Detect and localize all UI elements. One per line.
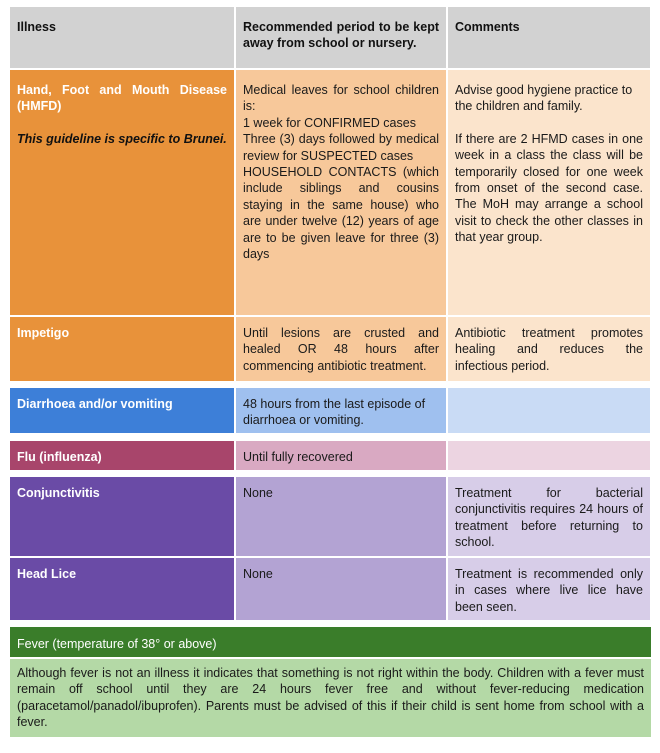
hfmd-comment: Advise good hygiene practice to the children and family.	[455, 83, 633, 114]
conjunctivitis-comments-cell: Treatment for bacterial conjunctivitis requires 24 hours of treatment before returning to school.	[448, 477, 650, 556]
header-comments: Comments	[448, 7, 650, 68]
flu-comments-cell	[448, 441, 650, 470]
hfmd-illness-cell	[10, 70, 234, 315]
fever-title: Fever (temperature of 38° or above)	[10, 627, 651, 657]
header-illness: Illness	[10, 7, 234, 68]
flu-illness-cell: Flu (influenza)	[10, 441, 234, 470]
hfmd-name: Hand, Foot and Mouth Disease (HMFD)	[17, 83, 227, 114]
hfmd-comments-cell	[448, 70, 650, 315]
hfmd-period-line: HOUSEHOLD CONTACTS (which include siblings and cousins staying in the same house) who are under twelve (12) years of age are to be given leave for three (3) days	[243, 165, 439, 262]
conjunctivitis-illness-cell: Conjunctivitis	[10, 477, 234, 556]
hfmd-period-line: Three (3) days followed by medical review for SUSPECTED cases	[243, 132, 439, 163]
hfmd-period-line: 1 week for CONFIRMED cases	[243, 115, 416, 130]
fever-body: Although fever is not an illness it indicates that something is not right within the body. Children with a fever must remain off school until they are 24 hours fever free and without fever-reducing medication (paracetamol/panadol/ibuprofen). Parents must be advised of this if their child is sent home from school with a fever.	[10, 659, 651, 737]
conjunctivitis-period-cell: None	[236, 477, 446, 556]
headlice-illness-cell: Head Lice	[10, 558, 234, 620]
hfmd-period-line: Medical leaves for school children is:	[243, 83, 439, 114]
impetigo-period-cell: Until lesions are crusted and healed OR 48 hours after commencing antibiotic treatment.	[236, 317, 446, 381]
diarrhoea-period-cell: 48 hours from the last episode of diarrhoea or vomiting.	[236, 388, 446, 433]
impetigo-comments-cell: Antibiotic treatment promotes healing and reduces the infectious period.	[448, 317, 650, 381]
impetigo-illness-cell: Impetigo	[10, 317, 234, 381]
flu-period-cell: Until fully recovered	[236, 441, 446, 470]
hfmd-period-cell	[236, 70, 446, 315]
header-period: Recommended period to be kept away from school or nursery.	[236, 7, 446, 68]
hfmd-comment: If there are 2 HFMD cases in one week in a class the class will be temporarily closed for one week from onset of the second case. The MoH may arrange a school visit to check the other classes in that year group.	[455, 131, 643, 245]
diarrhoea-illness-cell: Diarrhoea and/or vomiting	[10, 388, 234, 433]
headlice-comments-cell: Treatment is recommended only in cases where live lice have been seen.	[448, 558, 650, 620]
diarrhoea-comments-cell	[448, 388, 650, 433]
headlice-period-cell: None	[236, 558, 446, 620]
hfmd-note: This guideline is specific to Brunei.	[17, 131, 227, 146]
